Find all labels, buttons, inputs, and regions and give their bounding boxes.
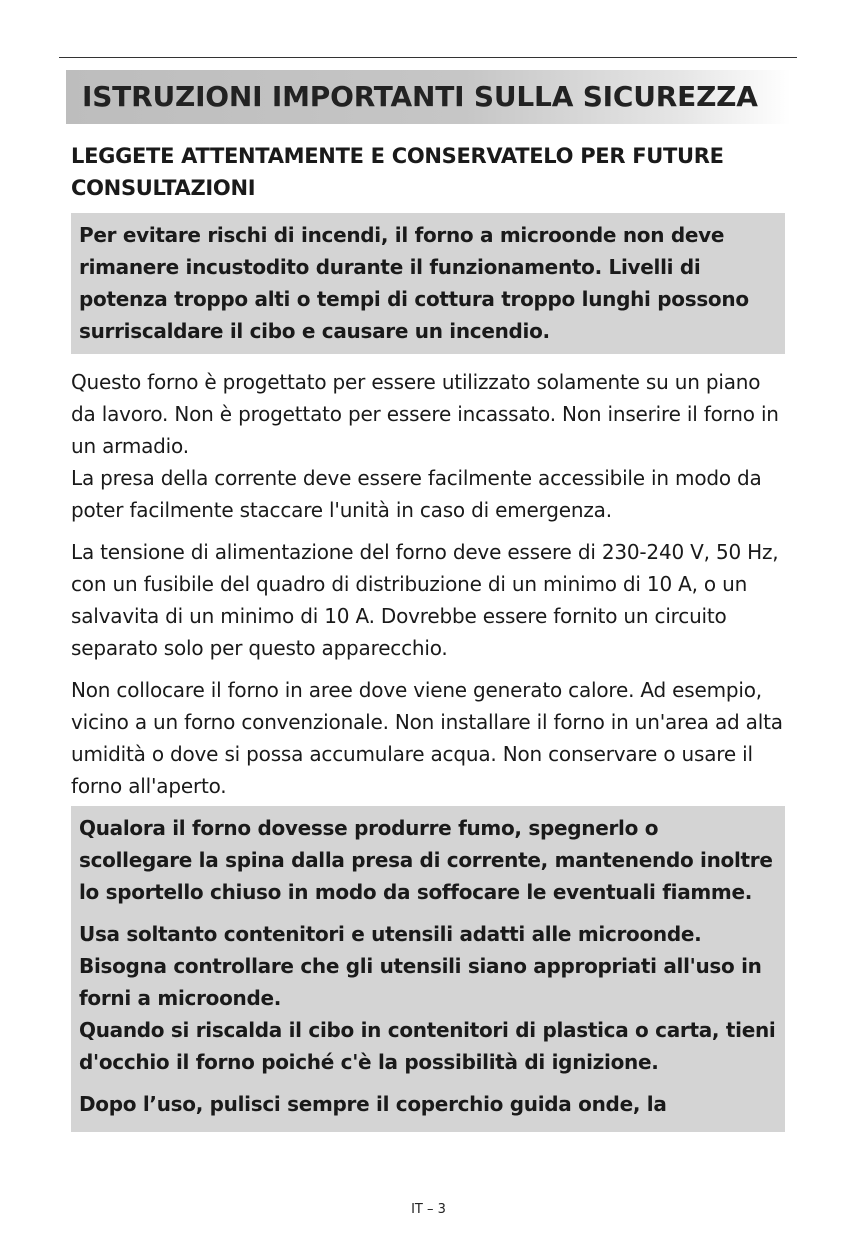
paragraph-power-socket: La presa della corrente deve essere facilmente accessibile in modo da poter facilmente staccare l'unità in caso di emergenza.	[71, 466, 762, 522]
paragraph-voltage: La tensione di alimentazione del forno deve essere di 230-240 V, 50 Hz, con un fusibile del quadro di distribuzione di un minimo di 10 A, o un salvavita di un minimo di 10 A. Dovrebbe essere fornito un circuito separato solo per questo apparecchio.	[71, 540, 779, 660]
page-number: IT – 3	[411, 1202, 446, 1217]
body-text	[71, 366, 785, 802]
paragraph-installation: Questo forno è progettato per essere utilizzato solamente su un piano da lavoro. Non è progettato per essere incassato. Non inserire il forno in un armadio.	[71, 370, 779, 458]
section-title: ISTRUZIONI IMPORTANTI SULLA SICUREZZA	[82, 80, 758, 113]
page-content	[71, 140, 785, 1144]
warning-plastic-paper: Quando si riscalda il cibo in contenitori di plastica o carta, tieni d'occhio il forno poiché c'è la possibilità di ignizione.	[79, 1018, 776, 1074]
section-title-band	[66, 70, 791, 124]
fire-warning-box	[71, 213, 785, 354]
fire-warning-text: Per evitare rischi di incendi, il forno a microonde non deve rimanere incustodito durante il funzionamento. Livelli di potenza troppo alti o tempi di cottura troppo lunghi possono surriscaldare il cibo e causare un incendio.	[79, 223, 749, 343]
warning-utensils: Usa soltanto contenitori e utensili adatti alle microonde. Bisogna controllare che gli utensili siano appropriati all'uso in forni a microonde.	[79, 922, 762, 1010]
warning-cleaning: Dopo l’uso, pulisci sempre il coperchio guida onde, la	[79, 1092, 667, 1116]
top-rule	[59, 57, 797, 58]
subheading: LEGGETE ATTENTAMENTE E CONSERVATELO PER FUTURE CONSULTAZIONI	[71, 144, 724, 200]
warning-smoke: Qualora il forno dovesse produrre fumo, spegnerlo o scollegare la spina dalla presa di corrente, mantenendo inoltre lo sportello chiuso in modo da soffocare le eventuali fiamme.	[79, 816, 773, 904]
safety-warning-box	[71, 806, 785, 1132]
paragraph-placement: Non collocare il forno in aree dove viene generato calore. Ad esempio, vicino a un forno convenzionale. Non installare il forno in un'area ad alta umidità o dove si possa accumulare acqua. Non conservare o usare il forno all'aperto.	[71, 678, 783, 798]
